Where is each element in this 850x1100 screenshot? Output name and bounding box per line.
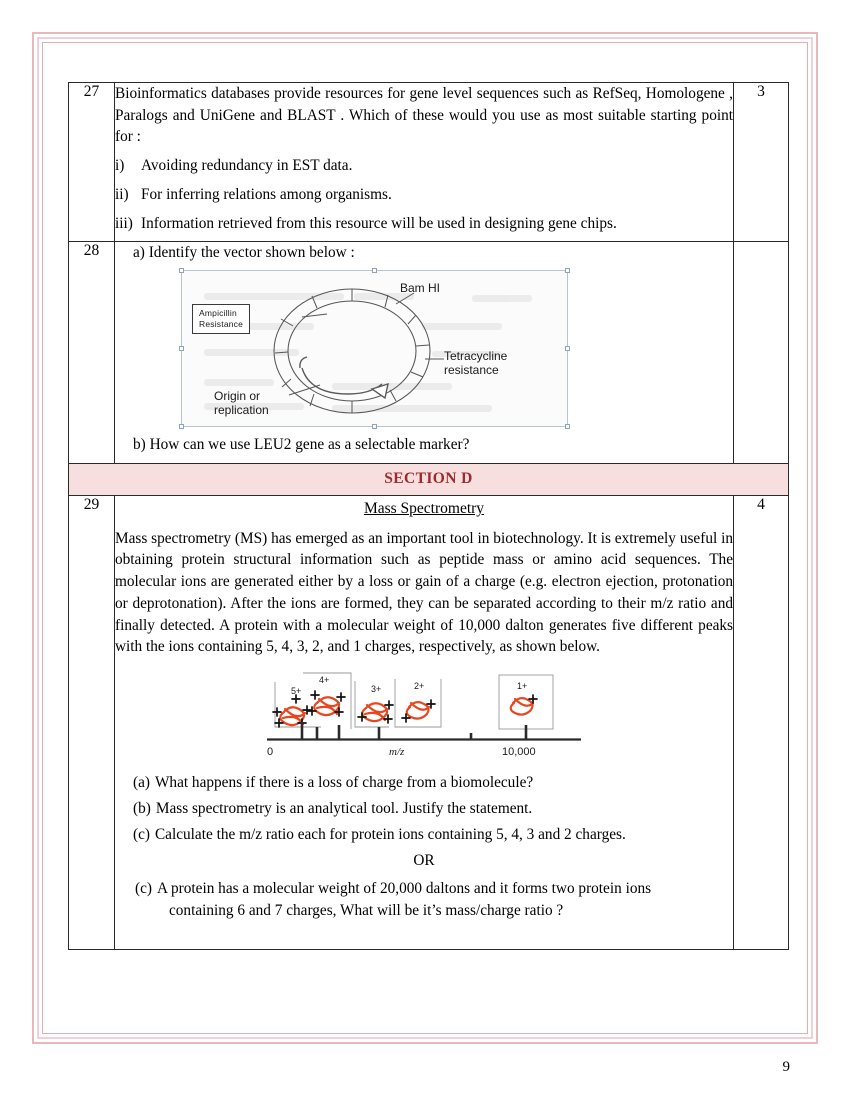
selection-handle-top-right[interactable] (565, 268, 570, 273)
peak-label-1plus: 1+ (517, 681, 528, 692)
q27-item-list (115, 155, 733, 234)
peak-label-5plus: 5+ (291, 686, 302, 697)
section-d-cell (69, 463, 789, 495)
selection-handle-middle-left[interactable] (179, 346, 184, 351)
question-number-27: 27 (69, 83, 115, 242)
q27-item-text-iii: Information retrieved from this resource will be used in designing gene chips. (141, 214, 617, 232)
question-body-28 (115, 242, 734, 463)
q29-sub-question-b (115, 798, 733, 820)
selection-handle-bottom-left[interactable] (179, 424, 184, 429)
selection-handle-bottom-center[interactable] (372, 424, 377, 429)
bam-hi-label: Bam HI (400, 281, 441, 296)
q29-or-text-line2: containing 6 and 7 charges, What will be it’s mass/charge ratio ? (168, 901, 564, 919)
q29-sub-text-a: What happens if there is a loss of charge from a biomolecule? (154, 774, 534, 792)
table-row (69, 495, 789, 950)
section-d-row (69, 463, 789, 495)
q29-or-question (115, 878, 733, 921)
q29-or-text-line1: A protein has a molecular weight of 20,000 daltons and it forms two protein ions (156, 879, 652, 897)
q27-item-text-i: Avoiding redundancy in EST data. (141, 157, 353, 175)
q29-or-text (157, 878, 651, 921)
question-number-28: 28 (69, 242, 115, 463)
question-number-29: 29 (69, 495, 115, 950)
list-item (115, 155, 733, 177)
tetracycline-label-line2: resistance (444, 363, 499, 378)
origin-label-line1: Origin or (214, 389, 261, 404)
axis-label-end: 10,000 (502, 746, 536, 759)
peak-label-3plus: 3+ (371, 684, 382, 695)
q29-sub-label-c: (c) (133, 825, 150, 843)
ampicillin-resistance-label-box (192, 304, 250, 334)
peak-label-2plus: 2+ (414, 681, 425, 692)
origin-label-line2: replication (214, 403, 269, 418)
plasmid-vector-diagram[interactable] (182, 271, 567, 426)
mass-spectrum-svg (259, 665, 589, 762)
q29-passage-text: Mass spectrometry (MS) has emerged as an important tool in biotechnology. It is extremely useful in obtaining protein structural information such as peptide mass or amino acid sequences. The molecular ions are generated either by a loss or gain of a charge (e.g. electron ejection, protonation or deprotonation). After the ions are formed, they can be separated according to their m/z ratio and finally detected. A protein with a molecular weight of 10,000 dalton generates five different peaks with the ions containing 5, 4, 3, 2, and 1 charges, respectively, as shown below. (115, 529, 733, 656)
q29-sub-label-b: (b) (133, 799, 151, 817)
question-body-29 (115, 495, 734, 950)
q29-sub-text-c: Calculate the m/z ratio each for protein ions containing 5, 4, 3 and 2 charges. (154, 825, 626, 843)
q29-sub-question-c (115, 824, 733, 846)
tetracycline-resistance-label (444, 349, 507, 377)
q29-or-label: (c) (135, 879, 152, 897)
q28-part-a-text: a) Identify the vector shown below : (133, 244, 355, 262)
list-item (115, 213, 733, 235)
mass-spectrometry-heading-text: Mass Spectrometry (363, 499, 485, 517)
list-item (115, 184, 733, 206)
origin-of-replication-label (214, 389, 269, 417)
q27-intro-text: Bioinformatics databases provide resources for gene level sequences such as RefSeq, Homologene , Paralogs and UniGene and BLAST . Which of these would you use as most suitable starting point for : (115, 85, 733, 146)
question-table (68, 82, 789, 950)
question-body-27 (115, 83, 734, 242)
plasmid-figure-wrapper (115, 271, 733, 426)
selection-handle-top-left[interactable] (179, 268, 184, 273)
mass-spectrometry-heading (115, 498, 733, 520)
peak-label-4plus: 4+ (319, 675, 330, 686)
q27-item-text-ii: For inferring relations among organisms. (141, 185, 392, 203)
q29-bottom-spacer (115, 925, 733, 949)
tetracycline-label-line1: Tetracycline (444, 349, 508, 364)
question-marks-28 (734, 242, 789, 463)
table-row (69, 242, 789, 463)
q27-item-marker-ii: ii) (115, 185, 129, 203)
question-marks-27: 3 (734, 83, 789, 242)
section-title: SECTION D (384, 469, 473, 487)
or-separator: OR (413, 852, 435, 870)
page-number: 9 (782, 1059, 790, 1075)
selection-handle-top-center[interactable] (372, 268, 377, 273)
q28-part-b-text: b) How can we use LEU2 gene as a selectable marker? (133, 436, 470, 454)
q29-sub-text-b: Mass spectrometry is an analytical tool. Justify the statement. (155, 799, 533, 817)
ampicillin-label-line1: Ampicillin (199, 308, 237, 319)
question-marks-29: 4 (734, 495, 789, 950)
table-row (69, 83, 789, 242)
axis-label-mz: m/z (389, 746, 405, 759)
selection-handle-bottom-right[interactable] (565, 424, 570, 429)
selection-handle-middle-right[interactable] (565, 346, 570, 351)
mass-spectrum-diagram (259, 665, 589, 762)
q29-sub-label-a: (a) (133, 774, 150, 792)
q29-sub-question-a (115, 772, 733, 794)
q27-item-marker-iii: iii) (115, 214, 133, 232)
q27-item-marker-i: i) (115, 157, 125, 175)
axis-label-start: 0 (267, 746, 274, 759)
ampicillin-label-line2: Resistance (199, 319, 244, 330)
